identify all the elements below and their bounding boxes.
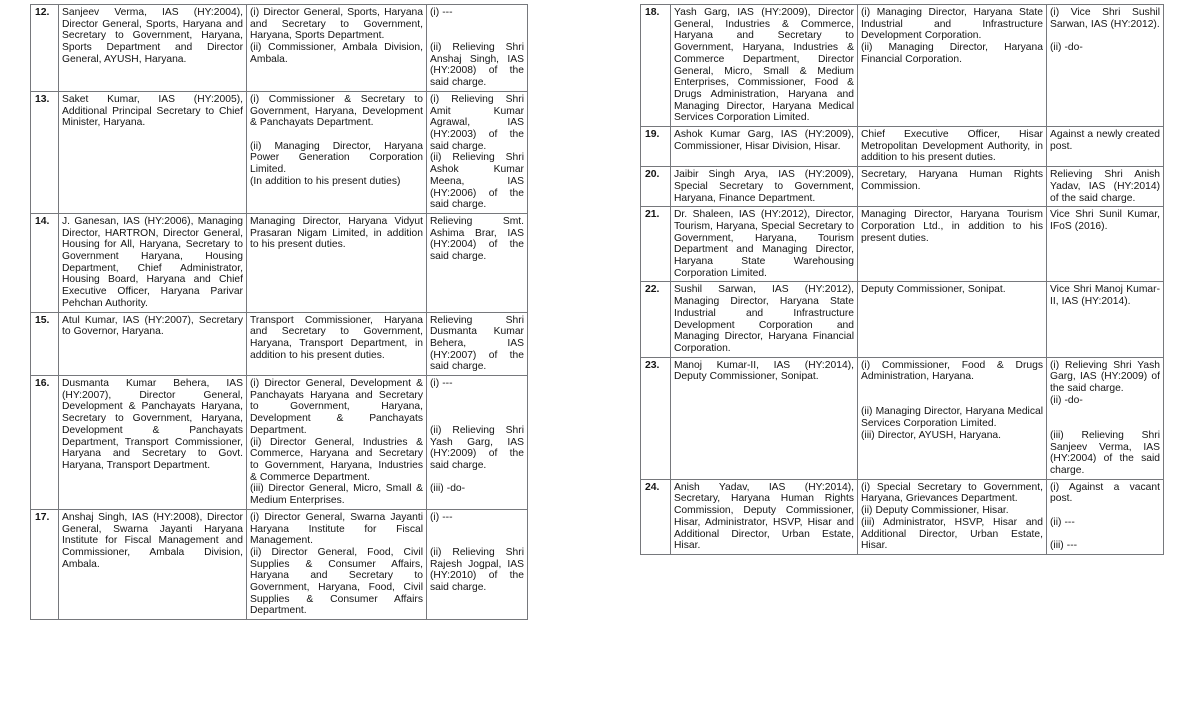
posting-paragraph: Transport Commissioner, Haryana and Secretary to Government, Haryana, Transport Department, in addition to his present duties.	[250, 314, 423, 361]
remarks-cell	[427, 91, 528, 213]
remarks-paragraph: Relieving Shri Dusmanta Kumar Behera, IAS (HY:2007) of the said charge.	[430, 314, 524, 373]
posting-paragraph: Deputy Commissioner, Sonipat.	[861, 284, 1006, 296]
officer-name-text: Anshaj Singh, IAS (HY:2008), Director General, Swarna Jayanti Haryana Institute for Fiscal Management and Commissioner, Ambala Division, Ambala.	[62, 511, 243, 570]
new-posting-cell	[247, 376, 427, 510]
remarks-cell	[1047, 479, 1164, 554]
table-row	[641, 207, 1164, 282]
posting-paragraph: (ii) Director General, Food, Civil Supplies & Consumer Affairs, Haryana and Secretary to Government, Haryana, Food, Civil Supplies & Consumer Affairs Department.	[250, 546, 423, 617]
row-serial-number: 21.	[641, 207, 671, 282]
remarks-paragraph: (iii) Relieving Shri Sanjeev Verma, IAS (HY:2004) of the said charge.	[1050, 429, 1160, 476]
remarks-paragraph: (i) Vice Shri Sushil Sarwan, IAS (HY:2012).	[1050, 7, 1160, 30]
remarks-paragraph: (ii) -do-	[1050, 394, 1083, 406]
officer-name-text: Dr. Shaleen, IAS (HY:2012), Director, Tourism, Haryana, Special Secretary to Government, Haryana, Tourism Department and Managing Director, Haryana State Warehousing Corporation Limited.	[674, 209, 854, 279]
table-row	[31, 312, 528, 376]
paragraph-spacer	[430, 472, 524, 484]
paragraph-spacer	[1050, 30, 1160, 42]
officer-name-and-present-posting	[671, 167, 858, 207]
remarks-cell	[427, 376, 528, 510]
officer-name-and-present-posting	[59, 5, 247, 92]
remarks-paragraph: (ii) -do-	[1050, 42, 1083, 54]
remarks-paragraph: Against a newly created post.	[1050, 129, 1160, 152]
officer-name-text: Anish Yadav, IAS (HY:2014), Secretary, Haryana Human Rights Commission, Deputy Commissioner, Hisar, Administrator, HSVP, Hisar and Additional Director, Urban Estate, Hisar.	[674, 481, 854, 552]
officer-name-text: Manoj Kumar-II, IAS (HY:2014), Deputy Commissioner, Sonipat.	[674, 359, 854, 383]
paragraph-spacer	[430, 19, 524, 31]
remarks-paragraph: (ii) Relieving Shri Ashok Kumar Meena, IAS (HY:2006) of the said charge.	[430, 152, 524, 211]
paragraph-spacer	[430, 401, 524, 413]
row-serial-number: 19.	[641, 127, 671, 167]
row-serial-number: 14.	[31, 213, 59, 312]
posting-paragraph: (ii) Deputy Commissioner, Hisar.	[861, 505, 1009, 517]
posting-paragraph: (iii) Administrator, HSVP, Hisar and Additional Director, Urban Estate, Hisar.	[861, 516, 1043, 552]
table-row	[641, 127, 1164, 167]
paragraph-spacer	[430, 535, 524, 547]
new-posting-cell	[247, 509, 427, 619]
posting-paragraph: (i) Director General, Swarna Jayanti Haryana Institute for Fiscal Management.	[250, 511, 423, 547]
paragraph-spacer	[861, 395, 1043, 407]
paragraph-spacer	[250, 129, 423, 141]
officer-posting-table-right	[640, 4, 1164, 555]
table-row	[641, 167, 1164, 207]
row-serial-number: 15.	[31, 312, 59, 376]
posting-paragraph: (iii) Director, AYUSH, Haryana.	[861, 429, 1002, 441]
paragraph-spacer	[1050, 407, 1160, 419]
row-serial-number: 24.	[641, 479, 671, 554]
remarks-paragraph: Vice Shri Sunil Kumar, IFoS (2016).	[1050, 209, 1160, 232]
officer-name-text: Dusmanta Kumar Behera, IAS (HY:2007), Director General, Development & Panchayats Haryana, Secretary to Government, Haryana, Development & Panchayats Department, Transport Commissioner, Haryana and Secretary to Govt. Haryana, Transport Department.	[62, 378, 243, 471]
officer-name-text: Ashok Kumar Garg, IAS (HY:2009), Commissioner, Hisar Division, Hisar.	[674, 129, 854, 152]
new-posting-cell	[247, 312, 427, 376]
paragraph-spacer	[861, 383, 1043, 395]
table-row	[641, 479, 1164, 554]
row-serial-number: 17.	[31, 509, 59, 619]
table-row	[641, 357, 1164, 479]
officer-name-text: Yash Garg, IAS (HY:2009), Director General, Industries & Commerce, Haryana and Secretary to Government, Haryana, Industries & Commerce Department, Director General, Micro, Small & Medium Enterprises, Commissioner, Food & Drugs Administration, Haryana and Managing Director, Haryana Medical Services Corporation Limited.	[674, 7, 854, 124]
officer-name-text: Sushil Sarwan, IAS (HY:2012), Managing Director, Haryana State Industrial and Infrastructure Development Corporation and Managing Director, Haryana Financial Corporation.	[674, 284, 854, 354]
posting-paragraph: (ii) Managing Director, Haryana Power Generation Corporation Limited.	[250, 140, 423, 176]
remarks-paragraph: Vice Shri Manoj Kumar-II, IAS (HY:2014).	[1050, 284, 1160, 308]
remarks-paragraph: (i) ---	[430, 7, 453, 18]
remarks-paragraph: (i) Relieving Shri Amit Kumar Agrawal, IAS (HY:2003) of the said charge.	[430, 93, 524, 152]
officer-name-and-present-posting	[671, 282, 858, 357]
officer-name-text: Saket Kumar, IAS (HY:2005), Additional Principal Secretary to Chief Minister, Haryana.	[62, 93, 243, 129]
posting-paragraph: (i) Director General, Sports, Haryana and Secretary to Government, Haryana, Sports Department.	[250, 7, 423, 42]
remarks-paragraph: (iii) ---	[1050, 540, 1078, 552]
table-row	[31, 5, 528, 92]
officer-name-and-present-posting	[59, 213, 247, 312]
remarks-cell	[427, 509, 528, 619]
table-row	[641, 282, 1164, 357]
paragraph-spacer	[430, 413, 524, 425]
new-posting-cell	[858, 167, 1047, 207]
officer-name-text: J. Ganesan, IAS (HY:2006), Managing Director, HARTRON, Director General, Housing for All, Haryana, Secretary to Government Haryana, Housing Department, Chief Administrator, Housing Board, Haryana and Chief Executive Officer, Haryana Parivar Pehchan Authority.	[62, 215, 243, 309]
new-posting-cell	[858, 5, 1047, 127]
posting-paragraph: (ii) Managing Director, Haryana Financial Corporation.	[861, 42, 1043, 65]
remarks-cell	[427, 5, 528, 92]
officer-name-and-present-posting	[59, 376, 247, 510]
table-row	[31, 509, 528, 619]
table-row	[31, 91, 528, 213]
new-posting-cell	[858, 282, 1047, 357]
posting-paragraph: (iii) Director General, Micro, Small & Medium Enterprises.	[250, 483, 423, 507]
new-posting-cell	[858, 479, 1047, 554]
row-serial-number: 18.	[641, 5, 671, 127]
row-serial-number: 22.	[641, 282, 671, 357]
row-serial-number: 20.	[641, 167, 671, 207]
officer-name-and-present-posting	[671, 127, 858, 167]
remarks-cell	[1047, 207, 1164, 282]
remarks-paragraph: (iii) -do-	[430, 483, 466, 495]
posting-paragraph: Secretary, Haryana Human Rights Commission.	[861, 169, 1043, 192]
new-posting-cell	[858, 357, 1047, 479]
paragraph-spacer	[430, 30, 524, 42]
officer-name-and-present-posting	[671, 207, 858, 282]
remarks-paragraph: (i) ---	[430, 378, 453, 390]
posting-paragraph: Chief Executive Officer, Hisar Metropolitan Development Authority, in addition to his present duties.	[861, 129, 1043, 164]
remarks-cell	[1047, 282, 1164, 357]
new-posting-cell	[247, 91, 427, 213]
row-serial-number: 12.	[31, 5, 59, 92]
table-row	[641, 5, 1164, 127]
remarks-cell	[1047, 167, 1164, 207]
officer-name-and-present-posting	[671, 357, 858, 479]
new-posting-cell	[247, 213, 427, 312]
posting-paragraph: (ii) Commissioner, Ambala Division, Ambala.	[250, 42, 423, 65]
paragraph-spacer	[1050, 528, 1160, 540]
remarks-cell	[427, 312, 528, 376]
remarks-paragraph: (ii) Relieving Shri Rajesh Jogpal, IAS (HY:2010) of the said charge.	[430, 546, 524, 593]
paragraph-spacer	[1050, 505, 1160, 517]
officer-name-and-present-posting	[671, 5, 858, 127]
row-serial-number: 23.	[641, 357, 671, 479]
table-row	[31, 213, 528, 312]
remarks-paragraph: (i) ---	[430, 511, 453, 523]
posting-paragraph: Managing Director, Haryana Tourism Corporation Ltd., in addition to his present duties.	[861, 209, 1043, 244]
posting-paragraph: (i) Managing Director, Haryana State Industrial and Infrastructure Development Corporation.	[861, 7, 1043, 42]
paragraph-spacer	[1050, 418, 1160, 430]
remarks-cell	[427, 213, 528, 312]
officer-name-text: Sanjeev Verma, IAS (HY:2004), Director General, Sports, Haryana and Secretary to Government, Haryana, Sports Department and Director General, AYUSH, Haryana.	[62, 7, 243, 65]
posting-paragraph: (i) Special Secretary to Government, Haryana, Grievances Department.	[861, 481, 1043, 505]
remarks-paragraph: (ii) Relieving Shri Anshaj Singh, IAS (HY:2008) of the said charge.	[430, 42, 524, 89]
officer-name-and-present-posting	[59, 509, 247, 619]
remarks-paragraph: (i) Against a vacant post.	[1050, 481, 1160, 505]
officer-name-and-present-posting	[59, 91, 247, 213]
remarks-cell	[1047, 5, 1164, 127]
new-posting-cell	[858, 207, 1047, 282]
posting-paragraph: (i) Director General, Development & Panchayats Haryana and Secretary to Government, Haryana, Development & Panchayats Department.	[250, 378, 423, 436]
officer-name-and-present-posting	[59, 312, 247, 376]
posting-paragraph: (i) Commissioner & Secretary to Government, Haryana, Development & Panchayats Department.	[250, 93, 423, 129]
new-posting-cell	[247, 5, 427, 92]
paragraph-spacer	[430, 390, 524, 402]
paragraph-spacer	[430, 524, 524, 536]
row-serial-number: 16.	[31, 376, 59, 510]
new-posting-cell	[858, 127, 1047, 167]
officer-name-text: Jaibir Singh Arya, IAS (HY:2009), Special Secretary to Government, Haryana, Finance Department.	[674, 169, 854, 204]
table-left-body	[31, 5, 528, 620]
remarks-paragraph: (ii) ---	[1050, 516, 1075, 528]
posting-paragraph: (ii) Managing Director, Haryana Medical Services Corporation Limited.	[861, 406, 1043, 430]
remarks-paragraph: Relieving Shri Anish Yadav, IAS (HY:2014) of the said charge.	[1050, 169, 1160, 204]
posting-paragraph: (ii) Director General, Industries & Commerce, Haryana and Secretary to Government, Haryana, Industries & Commerce Department.	[250, 436, 423, 483]
posting-paragraph: Managing Director, Haryana Vidyut Prasaran Nigam Limited, in addition to his present duties.	[250, 215, 423, 251]
remarks-paragraph: (i) Relieving Shri Yash Garg, IAS (HY:2009) of the said charge.	[1050, 359, 1160, 395]
row-serial-number: 13.	[31, 91, 59, 213]
remarks-paragraph: (ii) Relieving Shri Yash Garg, IAS (HY:2009) of the said charge.	[430, 424, 524, 471]
posting-paragraph: (In addition to his present duties)	[250, 175, 401, 187]
table-row	[31, 376, 528, 510]
posting-paragraph: (i) Commissioner, Food & Drugs Administration, Haryana.	[861, 359, 1043, 383]
remarks-paragraph: Relieving Smt. Ashima Brar, IAS (HY:2004) of the said charge.	[430, 215, 524, 263]
officer-posting-table-left	[30, 4, 528, 620]
officer-name-text: Atul Kumar, IAS (HY:2007), Secretary to Governor, Haryana.	[62, 314, 243, 338]
remarks-cell	[1047, 127, 1164, 167]
table-right-body	[641, 5, 1164, 555]
officer-name-and-present-posting	[671, 479, 858, 554]
remarks-cell	[1047, 357, 1164, 479]
